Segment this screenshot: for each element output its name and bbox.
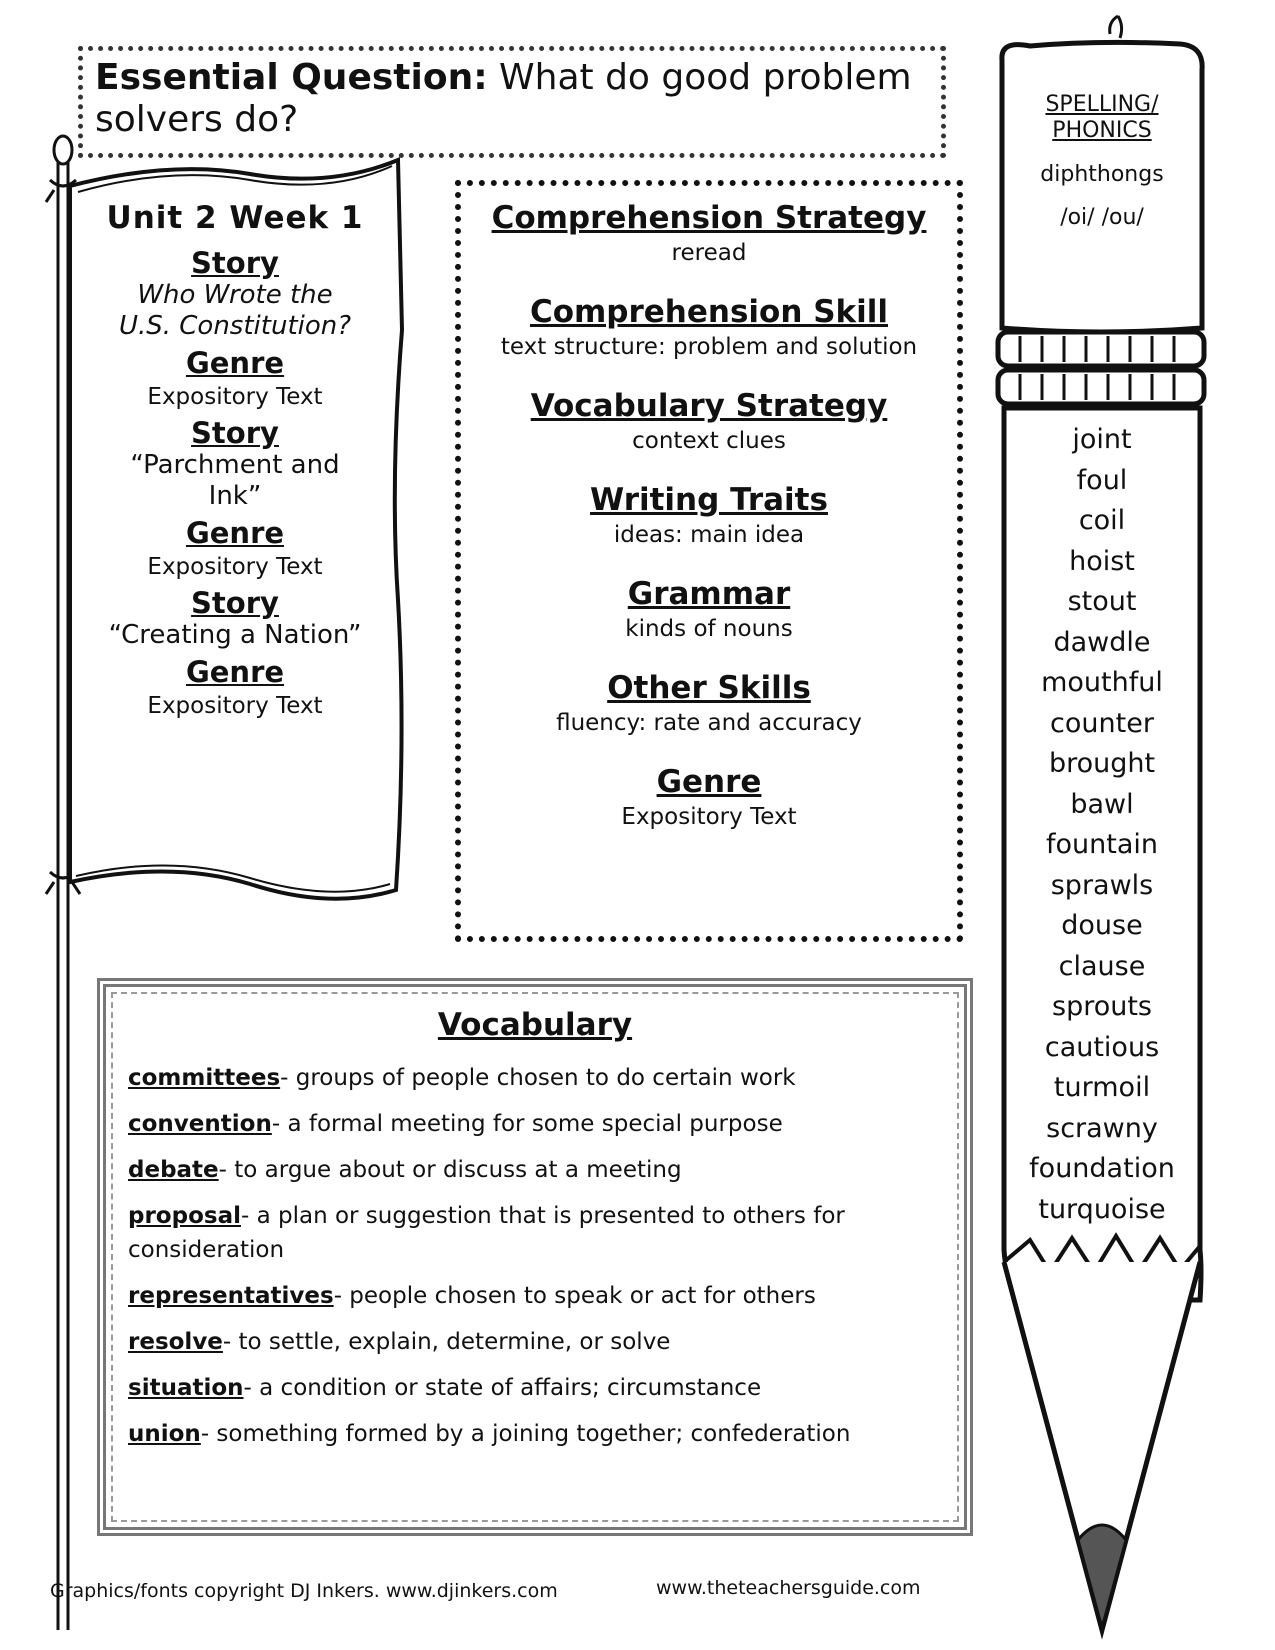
spelling-word: turmoil <box>1053 1072 1151 1103</box>
story-heading: Story <box>191 246 279 280</box>
vocab-term: convention <box>128 1111 272 1137</box>
spelling-word: dawdle <box>1053 626 1151 658</box>
skill-value: Expository Text <box>621 804 797 830</box>
vocab-definition: - a plan or suggestion that is presented to others for consideration <box>128 1203 845 1263</box>
vocab-definition: - to settle, explain, determine, or solve <box>222 1329 671 1355</box>
spelling-word: clause <box>1058 950 1146 982</box>
vocab-term: proposal <box>128 1203 241 1229</box>
story-heading: Story <box>191 586 279 620</box>
skill-value: ideas: main idea <box>613 522 805 548</box>
vocab-definition: - to argue about or discuss at a meeting <box>218 1157 682 1183</box>
skill-heading: Comprehension Strategy <box>491 200 927 236</box>
skill-heading: Grammar <box>627 576 791 612</box>
spelling-word: stout <box>1067 586 1137 617</box>
spelling-heading: SPELLING/ <box>1045 92 1159 117</box>
vocab-term: debate <box>128 1157 219 1183</box>
spelling-word: foundation <box>1029 1153 1175 1184</box>
phonics-heading: PHONICS <box>1052 118 1152 143</box>
flag-content <box>80 200 390 725</box>
skill-value: reread <box>671 240 747 266</box>
vocab-entry <box>128 1279 942 1313</box>
spelling-word: turquoise <box>1038 1193 1166 1225</box>
story-genre: Expository Text <box>147 693 323 719</box>
spelling-phonics-panel <box>1022 92 1182 230</box>
spelling-word: hoist <box>1069 545 1135 577</box>
story-heading: Story <box>191 416 279 450</box>
spelling-word: bawl <box>1070 788 1134 820</box>
essential-question-text: What do good problem <box>499 57 912 98</box>
essential-question-label: Essential Question: <box>95 57 488 98</box>
skill-heading: Writing Traits <box>590 482 828 518</box>
vocab-term: union <box>128 1421 201 1447</box>
skill-heading: Genre <box>656 764 762 800</box>
essential-question-line1 <box>95 57 929 99</box>
story-genre: Expository Text <box>147 554 323 580</box>
vocab-entry <box>128 1371 942 1405</box>
spelling-word: coil <box>1078 505 1126 536</box>
vocab-entry <box>128 1107 942 1141</box>
spelling-word: douse <box>1061 910 1143 941</box>
genre-heading: Genre <box>185 655 285 689</box>
vocab-definition: - groups of people chosen to do certain work <box>280 1065 796 1091</box>
skill-value: fluency: rate and accuracy <box>556 710 862 736</box>
spelling-word: brought <box>1048 748 1156 779</box>
vocab-definition: - people chosen to speak or act for others <box>333 1283 816 1309</box>
vocab-term: representatives <box>128 1283 334 1309</box>
vocab-definition: - something formed by a joining together; confederation <box>200 1421 851 1447</box>
phonics-topic: diphthongs <box>1040 162 1164 187</box>
skill-value: kinds of nouns <box>625 616 793 642</box>
genre-heading: Genre <box>185 346 285 380</box>
skill-heading: Other Skills <box>607 670 811 706</box>
spelling-word: joint <box>1072 424 1132 455</box>
skill-value: context clues <box>632 428 786 454</box>
spelling-word: cautious <box>1044 1031 1160 1063</box>
vocab-entry <box>128 1417 942 1451</box>
spelling-word: sprouts <box>1052 991 1152 1022</box>
footer-copyright: Graphics/fonts copyright DJ Inkers. www.djinkers.com <box>50 1580 558 1602</box>
story-title: Ink” <box>208 481 262 511</box>
story-title: U.S. Constitution? <box>118 311 352 341</box>
vocabulary-box <box>97 978 973 1536</box>
vocab-definition: - a formal meeting for some special purpose <box>271 1111 783 1137</box>
vocabulary-title: Vocabulary <box>437 1007 633 1043</box>
vocab-entry <box>128 1199 942 1267</box>
skill-heading: Comprehension Skill <box>529 294 889 330</box>
vocab-definition: - a condition or state of affairs; circumstance <box>243 1375 762 1401</box>
phonics-sounds: /oi/ /ou/ <box>1060 205 1144 230</box>
essential-question-line2: solvers do? <box>95 99 299 140</box>
spelling-word: scrawny <box>1046 1112 1158 1144</box>
spelling-word: fountain <box>1046 829 1158 860</box>
story-genre: Expository Text <box>147 384 323 410</box>
vocab-term: situation <box>128 1375 244 1401</box>
spelling-word: foul <box>1076 464 1128 496</box>
skill-heading: Vocabulary Strategy <box>530 388 888 424</box>
spelling-word: mouthful <box>1041 667 1163 698</box>
vocab-entry <box>128 1325 942 1359</box>
skills-box <box>455 180 963 942</box>
footer-website: www.theteachersguide.com <box>656 1577 921 1599</box>
spelling-word: counter <box>1050 707 1154 739</box>
spelling-word-list <box>1022 420 1182 1230</box>
skill-value: text structure: problem and solution <box>500 334 918 360</box>
story-title: “Parchment and <box>130 450 340 480</box>
vocab-term: resolve <box>128 1329 223 1355</box>
story-title: Who Wrote the <box>137 280 333 310</box>
vocab-entry <box>128 1153 942 1187</box>
genre-heading: Genre <box>185 516 285 550</box>
vocab-term: committees <box>128 1065 281 1091</box>
spelling-word: sprawls <box>1050 869 1154 901</box>
story-title: “Creating a Nation” <box>108 620 362 650</box>
vocab-entry <box>128 1061 942 1095</box>
unit-week-title: Unit 2 Week 1 <box>106 200 364 236</box>
